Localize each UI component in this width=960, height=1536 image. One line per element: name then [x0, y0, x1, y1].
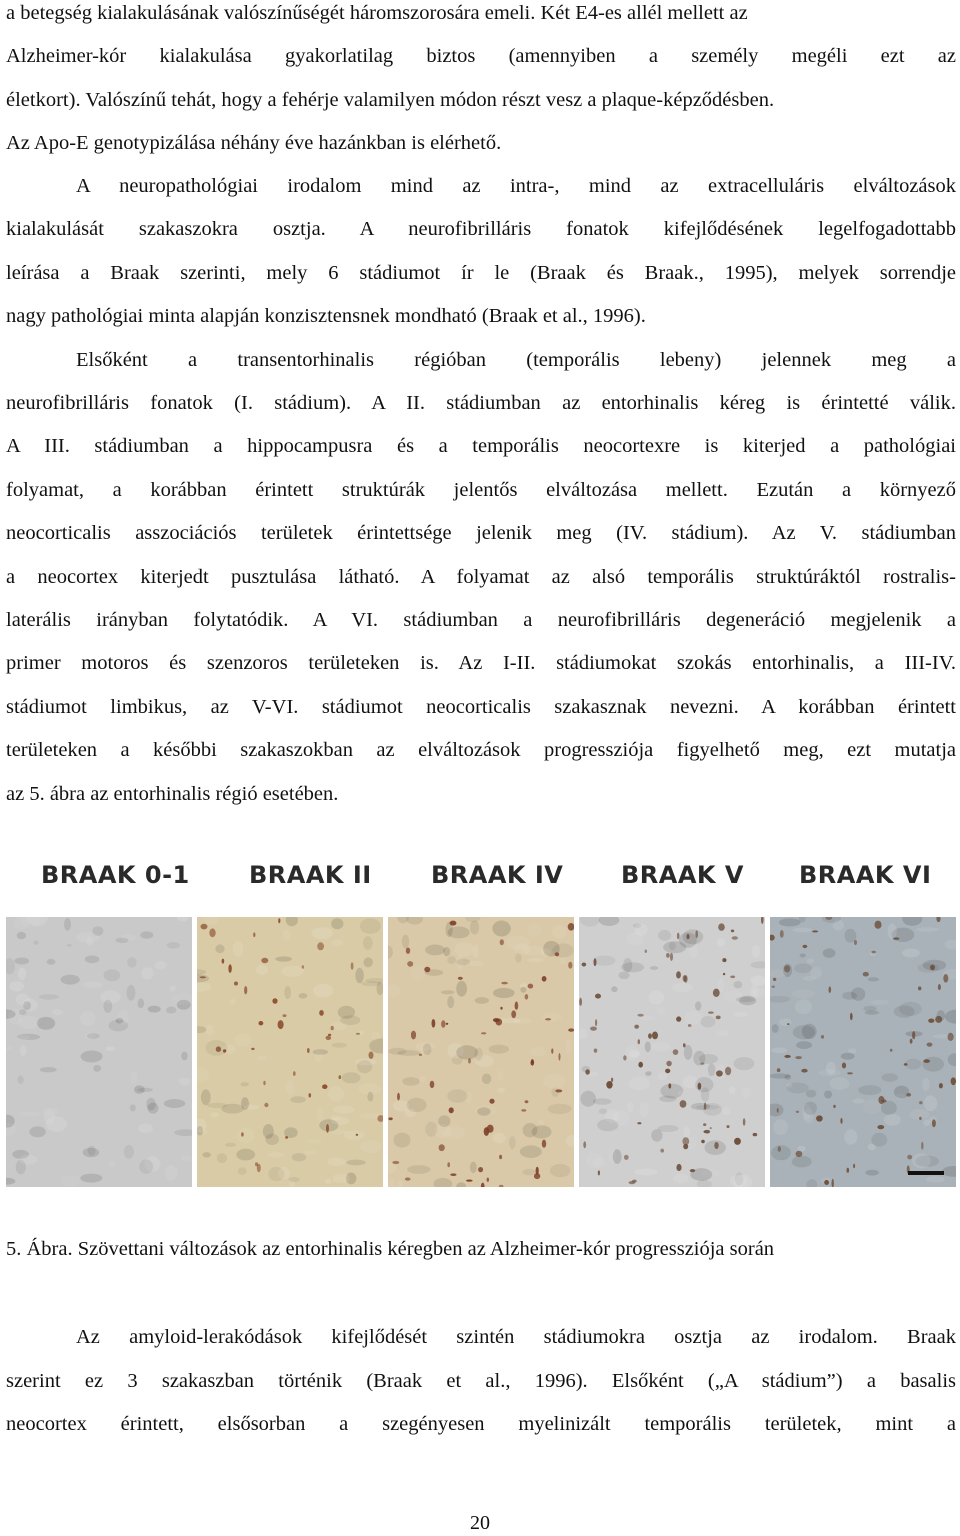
histology-texture — [197, 917, 383, 1187]
histology-image-braak-iv — [388, 917, 574, 1187]
panel-title-braak-0-1: BRAAK 0-1 — [41, 861, 190, 889]
paragraph-line: leírása a Braak szerinti, mely 6 stádiumot ír le (Braak és Braak., 1995), melyek sorrendje — [6, 262, 956, 284]
scale-bar — [908, 1171, 944, 1175]
paragraph-line: A III. stádiumban a hippocampusra és a temporális neocortexre is kiterjed a pathológiai — [6, 435, 956, 457]
panel-title-braak-vi: BRAAK VI — [799, 861, 932, 889]
paragraph-line: területeken a későbbi szakaszokban az elváltozások progressziója figyelhető meg, ezt mutatja — [6, 739, 956, 761]
paragraph-line: folyamat, a korábban érintett struktúrák jelentős elváltozása mellett. Ezután a környező — [6, 479, 956, 501]
panel-title-braak-v: BRAAK V — [621, 861, 744, 889]
histology-image-braak-v — [579, 917, 765, 1187]
paragraph-line: a betegség kialakulásának valószínűségét háromszorosára emeli. Két E4-es allél mellett az — [6, 2, 748, 24]
histology-texture — [770, 917, 956, 1187]
panel-title-braak-ii: BRAAK II — [249, 861, 372, 889]
histology-image-braak-0-1 — [6, 917, 192, 1187]
histology-image-braak-ii — [197, 917, 383, 1187]
paragraph-line: primer motoros és szenzoros területeken is. Az I-II. stádiumokat szokás entorhinalis, a III-IV. — [6, 652, 956, 674]
histology-texture — [579, 917, 765, 1187]
histology-image-braak-vi — [770, 917, 956, 1187]
paragraph-line: neocorticalis asszociációs területek érintettsége jelenik meg (IV. stádium). Az V. stádiumban — [6, 522, 956, 544]
paragraph-line: A neuropathológiai irodalom mind az intra-, mind az extracelluláris elváltozások — [76, 175, 956, 197]
paragraph-line: Az Apo-E genotypizálása néhány éve hazánkban is elérhető. — [6, 132, 502, 154]
paragraph-line: Az amyloid-lerakódások kifejlődését szintén stádiumokra osztja az irodalom. Braak — [76, 1326, 956, 1348]
paragraph-line: az 5. ábra az entorhinalis régió esetében. — [6, 783, 339, 805]
paragraph-line: stádiumot limbikus, az V-VI. stádiumot neocorticalis szakasznak nevezni. A korábban érintett — [6, 696, 956, 718]
paragraph-line: a neocortex kiterjedt pusztulása látható. A folyamat az alsó temporális struktúráktól rostralis- — [6, 566, 956, 588]
paragraph-line: neurofibrilláris fonatok (I. stádium). A II. stádiumban az entorhinalis kéreg is érintetté válik. — [6, 392, 956, 414]
paragraph-line: szerint ez 3 szakaszban történik (Braak et al., 1996). Elsőként („A stádium”) a basalis — [6, 1370, 956, 1392]
panel-title-braak-iv: BRAAK IV — [431, 861, 564, 889]
figure-braak-stages — [6, 855, 956, 1190]
paragraph-line: kialakulását szakaszokra osztja. A neurofibrilláris fonatok kifejlődésének legelfogadottabb — [6, 218, 956, 240]
page-number: 20 — [470, 1512, 490, 1534]
histology-texture — [388, 917, 574, 1187]
paragraph-line: nagy pathológiai minta alapján konzisztensnek mondható (Braak et al., 1996). — [6, 305, 646, 327]
paragraph-line: neocortex érintett, elsősorban a szegényesen myelinizált temporális területek, mint a — [6, 1413, 956, 1435]
paragraph-line: életkort). Valószínű tehát, hogy a fehérje valamilyen módon részt vesz a plaque-képződésben. — [6, 89, 775, 111]
figure-caption: 5. Ábra. Szövettani változások az entorhinalis kéregben az Alzheimer-kór progressziója során — [6, 1238, 775, 1260]
paragraph-line: Alzheimer-kór kialakulása gyakorlatilag biztos (amennyiben a személy megéli ezt az — [6, 45, 956, 67]
paragraph-line: laterális irányban folytatódik. A VI. stádiumban a neurofibrilláris degeneráció megjelenik a — [6, 609, 956, 631]
paragraph-line: Elsőként a transentorhinalis régióban (temporális lebeny) jelennek meg a — [76, 349, 956, 371]
histology-texture — [6, 917, 192, 1187]
